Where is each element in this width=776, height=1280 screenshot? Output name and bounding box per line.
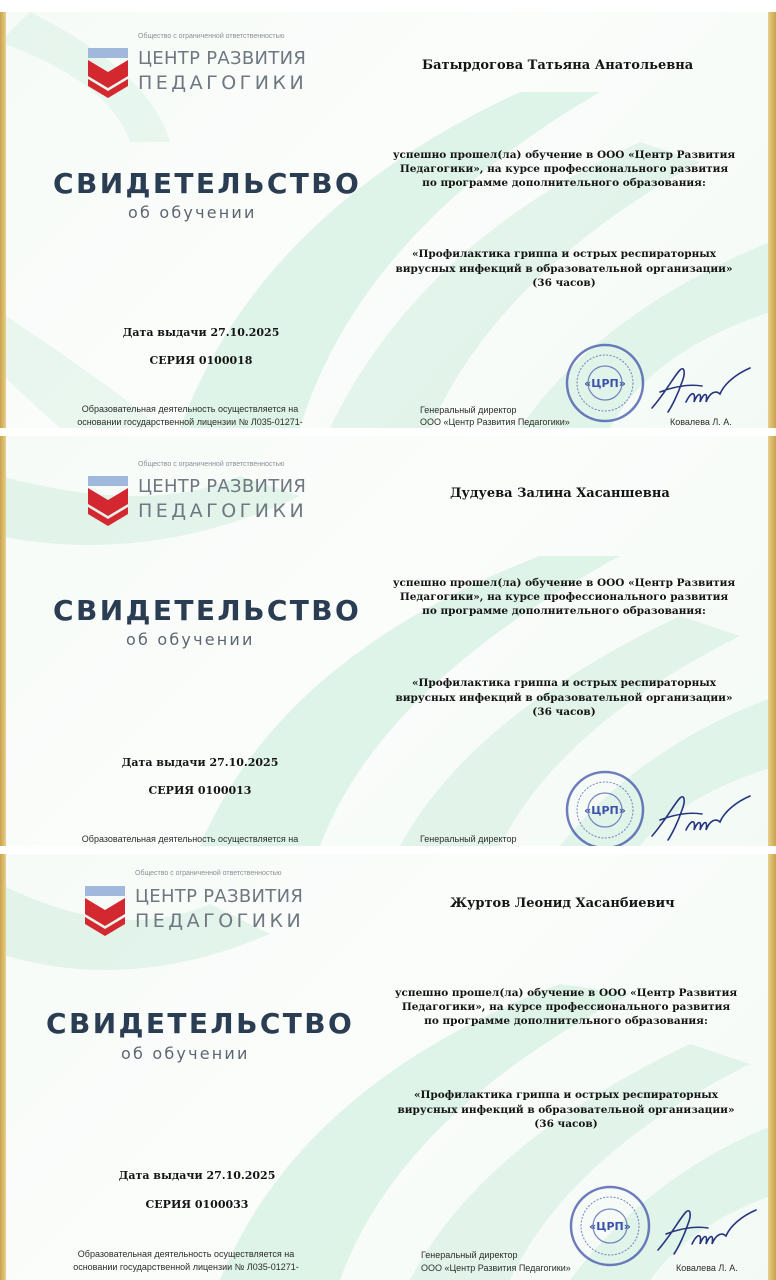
program-line: (36 часов): [532, 706, 596, 718]
certificate-subtitle: об обучении: [128, 203, 257, 222]
handwritten-signature-icon: [646, 790, 756, 846]
certificate-series: СЕРИЯ 0100013: [148, 784, 252, 797]
company-logo-icon: [86, 474, 130, 526]
license-note: [36, 1248, 336, 1273]
director-org: ООО «Центр Развития Педагогики»: [421, 1263, 571, 1273]
completion-statement: [374, 148, 754, 190]
license-line: Образовательная деятельность осуществляется на: [77, 1249, 295, 1259]
director-title: Генеральный директор: [420, 405, 517, 415]
gold-frame-left: [0, 436, 6, 846]
org-caption: Общество с ограниченной ответственностью: [138, 33, 285, 40]
handwritten-signature-icon: [646, 362, 756, 422]
director-name: Ковалева Л. А.: [676, 1263, 738, 1273]
license-note: [40, 833, 340, 846]
certificate-title: СВИДЕТЕЛЬСТВО: [53, 594, 362, 627]
license-note: [40, 403, 340, 428]
completion-line: по программе дополнительного образования:: [422, 177, 706, 189]
license-line: Образовательная деятельность осуществляется на: [81, 834, 299, 844]
completion-line: Педагогики», на курсе профессионального развития: [401, 1001, 731, 1013]
issue-date: Дата выдачи 27.10.2025: [118, 1169, 276, 1182]
logo-text-line1: ЦЕНТР РАЗВИТИЯ: [138, 48, 307, 69]
program-name: [376, 1088, 756, 1132]
logo-text-line2: ПЕДАГОГИКИ: [138, 500, 308, 522]
program-line: (36 часов): [534, 1118, 598, 1130]
issue-date: Дата выдачи 27.10.2025: [122, 326, 280, 339]
certificate-title: СВИДЕТЕЛЬСТВО: [46, 1007, 355, 1040]
stamp-text: «ЦРП»: [584, 804, 626, 817]
recipient-name: Батырдогова Татьяна Анатольевна: [422, 58, 694, 73]
handwritten-signature-icon: [652, 1204, 762, 1264]
stamp-text: «ЦРП»: [589, 1220, 631, 1233]
completion-statement: [376, 986, 756, 1028]
round-seal-icon: [568, 1184, 652, 1268]
gold-frame-left: [0, 12, 6, 428]
completion-line: по программе дополнительного образования:: [424, 1015, 708, 1027]
logo-text-line2: ПЕДАГОГИКИ: [135, 910, 305, 932]
completion-line: успешно прошел(ла) обучение в ООО «Центр Развития: [392, 577, 736, 589]
program-line: вирусных инфекций в образовательной организации»: [395, 262, 733, 275]
certificate-subtitle: об обучении: [121, 1044, 250, 1063]
program-line: вирусных инфекций в образовательной организации»: [395, 691, 733, 704]
director-org: ООО «Центр Развития Педагогики»: [420, 417, 570, 427]
gold-frame-left: [0, 854, 6, 1280]
license-line: Образовательная деятельность осуществляется на: [81, 404, 299, 414]
recipient-name: Журтов Леонид Хасанбиевич: [450, 896, 675, 911]
completion-line: успешно прошел(ла) обучение в ООО «Центр Развития: [392, 149, 736, 161]
company-logo-icon: [86, 46, 130, 98]
round-seal-icon: [564, 769, 646, 846]
program-name: [374, 676, 754, 720]
completion-line: успешно прошел(ла) обучение в ООО «Центр Развития: [394, 987, 738, 999]
recipient-name: Дудуева Залина Хасаншевна: [450, 486, 670, 501]
round-seal-icon: [564, 342, 646, 424]
certificate-subtitle: об обучении: [126, 630, 255, 649]
certificate-series: СЕРИЯ 0100018: [149, 354, 253, 367]
program-line: вирусных инфекций в образовательной организации»: [397, 1103, 735, 1116]
stamp-text: «ЦРП»: [584, 377, 626, 390]
gold-frame-right: [768, 436, 776, 846]
license-line: основании государственной лицензии № Л035-01271-: [77, 416, 303, 427]
license-line: основании государственной лицензии № Л035-01271-: [73, 1261, 299, 1272]
certificate-1: [0, 12, 776, 428]
logo-text-line1: ЦЕНТР РАЗВИТИЯ: [135, 886, 304, 907]
program-name: [374, 247, 754, 291]
logo-text-line1: ЦЕНТР РАЗВИТИЯ: [138, 476, 307, 497]
director-title: Генеральный директор: [420, 834, 517, 844]
org-caption: Общество с ограниченной ответственностью: [135, 870, 282, 877]
program-line: (36 часов): [532, 277, 596, 289]
certificate-2: [0, 436, 776, 846]
certificate-series: СЕРИЯ 0100033: [145, 1198, 249, 1211]
completion-line: Педагогики», на курсе профессионального развития: [399, 163, 729, 175]
program-line: «Профилактика гриппа и острых респираторных: [411, 248, 717, 260]
gold-frame-right: [768, 854, 776, 1280]
completion-line: Педагогики», на курсе профессионального развития: [399, 591, 729, 603]
company-logo-icon: [83, 884, 127, 936]
program-line: «Профилактика гриппа и острых респираторных: [411, 677, 717, 689]
director-name: Ковалева Л. А.: [670, 417, 732, 427]
program-line: «Профилактика гриппа и острых респираторных: [413, 1089, 719, 1101]
gold-frame-right: [768, 12, 776, 428]
completion-statement: [374, 576, 754, 618]
issue-date: Дата выдачи 27.10.2025: [121, 756, 279, 769]
completion-line: по программе дополнительного образования:: [422, 605, 706, 617]
org-caption: Общество с ограниченной ответственностью: [138, 461, 285, 468]
director-title: Генеральный директор: [421, 1250, 518, 1260]
certificate-3: [0, 854, 776, 1280]
logo-text-line2: ПЕДАГОГИКИ: [138, 72, 308, 94]
certificate-title: СВИДЕТЕЛЬСТВО: [53, 167, 362, 200]
